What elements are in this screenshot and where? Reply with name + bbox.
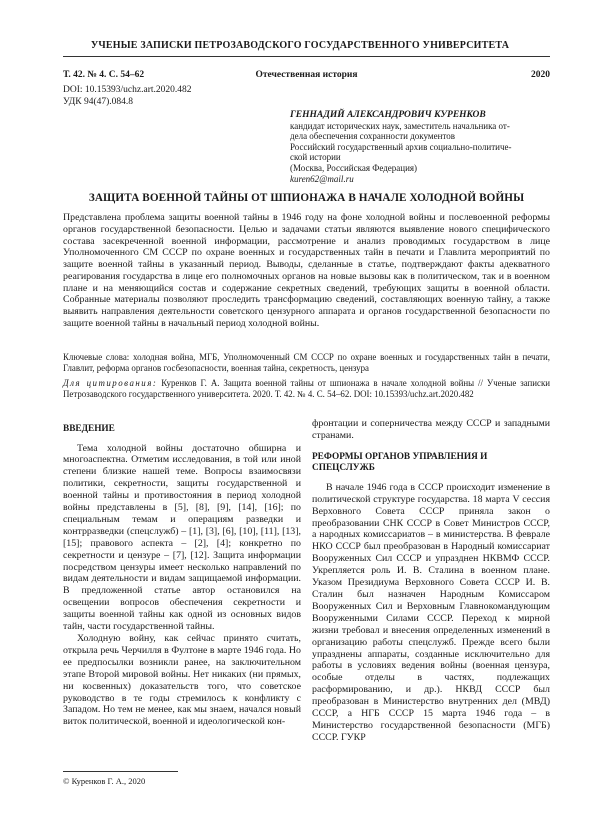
author-position: дела обеспечения сохранности документов	[290, 131, 456, 142]
author-location: (Москва, Российская Федерация)	[290, 162, 418, 173]
intro-paragraph-1: Тема холодной войны достаточно обширна и многоаспектна. Отметим исследования, в той или иной степени близкие нашей теме. Вопросы взаимосвязи политики, секретности, защиты государственной и военной тайны и противостояния в период холодной войны представлены в [5], [8], [9], [14], [16]; по специальным темам и операциям разведки и контрразведки (спецслужб) – [1], [3], [6], [10], [11], [13], [15]; правового аспекта – [2], [4]; конкретно по секретности и цензуре – [7], [12]. Защита информации посредством цензуры имеет несколько направлений по видам деятельности и видам защищаемой информации. В предложенной статье автор остановился на освещении вопросов обеспечения секретности и защиты военной тайны как одной из основных видов тайн, части государственной тайны.	[63, 442, 301, 633]
udk: УДК 94(47).084.8	[63, 97, 134, 107]
author-email[interactable]: kuren62@mail.ru	[290, 173, 354, 184]
abstract: Представлена проблема защиты военной тайны в 1946 году на фоне холодной войны и послевоенной реформы органов государственной безопасности. Целью и задачами статьи являются выявление нового специфического состава засекреченной военной информации, рассмотрение и анализ проводимых государством в лице Уполномоченного СМ СССР по охране военных и государственных тайн в печати и Главлита мероприятий по защите военной тайны в указанный период. Выводы, сделанные в статье, подтверждают факты адекватного реагирования государства в лице его полномочных органов на новые вызовы как в политическом, так и в военном плане и на меняющийся состав и содержание секретных сведений, требующих защиты в военной области. Собранные материалы позволяют проследить трансформацию сведений, составляющих военную тайну, а также выявить направления деятельности советского цензурного аппарата и органов государственной безопасности по защите военной тайны в начальный период холодной войны.	[63, 212, 550, 329]
right-column	[312, 418, 550, 744]
author-org-cont: ской истории	[290, 152, 341, 163]
section-heading-reforms: РЕФОРМЫ ОРГАНОВ УПРАВЛЕНИЯ И СПЕЦСЛУЖБ	[312, 451, 488, 474]
continued-paragraph: фронтации и соперничества между СССР и западными странами.	[312, 418, 550, 441]
footer-divider	[63, 771, 178, 772]
keywords: Ключевые слова: холодная война, МГБ, Уполномоченный СМ СССР по охране военных и государственных тайн в печати, Главлит, реформа органов госбезопасности, военная тайна, секретность, цензура	[63, 352, 550, 373]
citation	[63, 378, 550, 400]
author-org: Российский государственный архив социально-политиче-	[290, 141, 512, 152]
section-name: Отечественная история	[255, 70, 358, 80]
left-column	[63, 418, 301, 728]
article-title: ЗАЩИТА ВОЕННОЙ ТАЙНЫ ОТ ШПИОНАЖА В НАЧАЛЕ ХОЛОДНОЙ ВОЙНЫ	[88, 192, 525, 204]
volume-info: Т. 42. № 4. С. 54–62	[63, 70, 145, 80]
reforms-paragraph-1: В начале 1946 года в СССР происходит изменение в политической структуре государства. 18 марта V сессия Верховного Совета СССР приняла закон о преобразовании СНК СССР в Совет Министров СССР, а народных комиссариатов – в министерства. В феврале НКО СССР был преобразован в Народный комиссариат Вооруженных Сил СССР и упразднен НКВМФ СССР. Укрепляется роль И. В. Сталина в военном плане. Указом Президиума Верховного Совета СССР И. В. Сталин был назначен Народным Комиссаром Вооруженных Сил и Верховным Главнокомандующим Вооруженными Силами СССР. Переход к мирной жизни требовал и внесения определенных изменений в организацию работы спецслужб. Прежде всего были упразднены аппараты, созданные исключительно для работы в условиях ведения войны (военная цензура, особые отделы в частях, подлежащих расформированию, и др.). НКВД СССР был преобразован в Министерство внутренних дел (МВД) СССР, а НГБ СССР 15 марта 1946 года – в Министерство государственной безопасности (МГБ) СССР. ГУКР	[312, 481, 550, 743]
author-name: ГЕННАДИЙ АЛЕКСАНДРОВИЧ КУРЕНКОВ	[290, 110, 486, 120]
section-heading-intro: ВВЕДЕНИЕ	[63, 424, 115, 434]
header-divider	[63, 56, 550, 57]
doi[interactable]: DOI: 10.15393/uchz.art.2020.482	[63, 85, 192, 95]
copyright: © Куренков Г. А., 2020	[63, 776, 146, 786]
doi-block	[63, 84, 192, 108]
author-block	[290, 110, 550, 184]
citation-label: Для цитирования:	[63, 378, 158, 388]
citation-text: Куренков Г. А. Защита военной тайны от шпионажа в начале холодной войны // Ученые записки Петрозаводского государственного университета. 2020. Т. 42. № 4. С. 54–62. DOI: 10.15393/uchz.art.2020.482	[63, 378, 551, 399]
year: 2020	[531, 70, 550, 80]
intro-paragraph-2: Холодную войну, как сейчас принято считать, открыла речь Черчилля в Фултоне в марте 1946 года. Но ее предпосылки возникли ранее, на заключительном этапе Второй мировой войны. Нет никаких (ни прямых, ни косвенных) доказательств того, что советское руководство в те годы стремилось к конфликту с Западом. Но тем не менее, как мы знаем, начался новый виток политической, военной и идеологической кон-	[63, 633, 301, 728]
author-degree: кандидат исторических наук, заместитель начальника от-	[290, 120, 510, 131]
journal-title: УЧЕНЫЕ ЗАПИСКИ ПЕТРОЗАВОДСКОГО ГОСУДАРСТВЕННОГО УНИВЕРСИТЕТА	[90, 40, 510, 51]
